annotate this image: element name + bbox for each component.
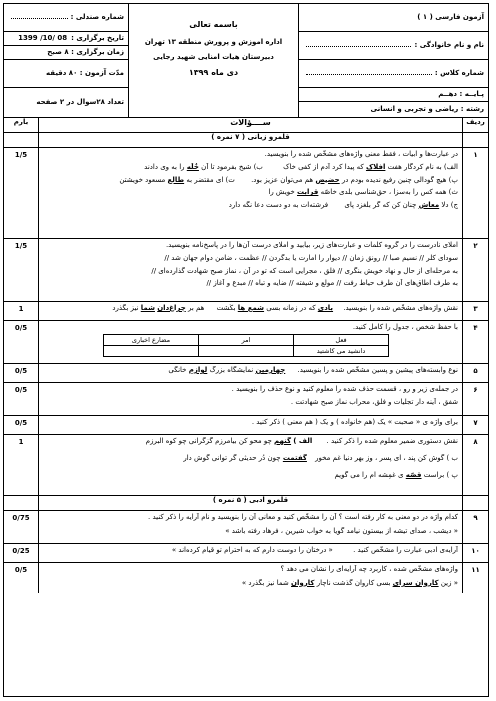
header-center-column (128, 4, 298, 117)
exam-sheet (3, 3, 489, 697)
question-number: ۱۱ (462, 563, 488, 593)
question-text: با حفظ شخص ، جدول را کامل کنید. (352, 323, 458, 331)
question-line: « دیشب ، صدای تیشه از بیستون نیامد گویا به خواب شیرین ، فرهاد رفته باشد » (225, 526, 458, 535)
school-name: دبیرستان هیات امنایی شهید رجایی (153, 52, 274, 61)
question-body (38, 148, 462, 238)
question-11 (4, 563, 488, 593)
question-line: ب ) گوش کن پند ، ای پسر ، وز بهر دنیا غم مخور گفتمت چون دُر حدیثی گر توانی گوش دار (183, 453, 458, 462)
verb-table-answer-cell[interactable] (104, 345, 199, 356)
score-header: بارم (13, 118, 29, 126)
question-text: نقش دستوری ضمیر معلوم شده را ذکر کنید . الف ) گنهم چو محو کن بیامرزم گزگرانی چو کوه البرزم (145, 437, 458, 445)
question-line: به مرحله‌ای از حال و نهاد خویش بنگری // فلق ، مجرایی است که تو در آن ، نماز صبح شهادت گذارده‌ای // (151, 266, 458, 275)
verb-table-answer-cell[interactable] (199, 345, 294, 356)
exam-title: آزمون فارسی ( ۱ ) (417, 13, 484, 22)
duration-label: مدّت آزمون : ۸۰ دقیقه (46, 69, 124, 78)
name-field[interactable] (306, 38, 411, 47)
question-number: ۵ (462, 364, 488, 382)
question-line: « زین کاروان سرای بسی کاروان گذشت ناچار کاروان شما نیز بگذرد » (241, 578, 458, 587)
question-score: 0/5 (14, 419, 28, 427)
seat-row (4, 4, 128, 32)
question-5 (4, 364, 488, 383)
time-row (4, 46, 128, 60)
question-text: املای نادرست را در گروه کلمات و عبارت‌های زیر، بیابید و املای درست آن‌ها را در پاسخ‌نامه بنویسید. (165, 241, 458, 249)
section-language (4, 133, 488, 148)
verb-table-header: فعل (294, 334, 389, 345)
question-6 (4, 383, 488, 416)
question-line: شفق ، آینه دار تجلیات و فلق، محراب نماز صبح شهادتت . (290, 397, 458, 406)
question-score: 1 (18, 438, 24, 446)
education-office: اداره آموزش و پرورش منطقه ۱۳ تهران (144, 38, 283, 46)
question-body (38, 416, 462, 434)
question-line: سودای کلر // نسیم صبا // رونق زمان // دیوار را امارت یا بدگردن // عظمت ، ضامن دوام جهان شد // (164, 253, 458, 262)
question-body (38, 383, 462, 415)
question-text: آرایه‌ی ادبی عبارت را مشخّص کنید . « درختان را دوست دارم که به احترام تو قیام کرده‌اند » (171, 546, 458, 554)
name-label: نام و نام خانوادگی : (414, 41, 484, 50)
question-number: ۳ (462, 302, 488, 320)
question-line: پ ) براست قصّه ی غمِشه ام را می گویم (334, 470, 458, 479)
duration-row (4, 60, 128, 88)
question-body (38, 511, 462, 543)
seat-label: شماره صندلی : (70, 13, 124, 22)
verb-table-header: مضارع اخباری (104, 334, 199, 345)
row-number-header: ردیف (462, 118, 488, 132)
question-line: الف) به نام کردگار هفت افلاک که پیدا کرد آدم از کفی خاک ب) شیخ بفرمود تا آن خُلّه را به وی دادند (144, 162, 458, 171)
question-line: ث) همه کس را به‌سزا ، حق‌شناسی بلدی خاصّه قرابت خویش را (268, 188, 458, 197)
date-row (4, 32, 128, 46)
question-number: ۷ (462, 416, 488, 434)
question-8 (4, 435, 488, 496)
question-score: 0/5 (14, 324, 28, 332)
question-body (38, 435, 462, 495)
verb-table-cell: دانشید می کاشتید (294, 345, 389, 356)
field-row (299, 102, 488, 116)
question-body (38, 364, 462, 382)
question-body (38, 544, 462, 562)
question-text: در جمله‌ی زیر و رو ، قسمت حذف شده را معلوم کنید و نوع حذف را بنویسید . (231, 385, 458, 393)
questions-header: ســــؤالات (38, 118, 462, 132)
class-field[interactable] (306, 66, 432, 75)
question-body (38, 302, 462, 320)
question-text: نقش واژه‌های مشخّص شده را بنویسید. بادی که در زمانه بسی شمع ها بکُشت هم بر چراغ‌دان شما نیز بگذرد (112, 304, 458, 312)
question-7 (4, 416, 488, 435)
question-number: ۶ (462, 383, 488, 415)
question-number: ۸ (462, 435, 488, 495)
section-title: قلمرو زبانی ( ۷ نمره ) (38, 133, 462, 147)
question-count-label: تعداد ۲۸سوال در ۲ صفحه (36, 97, 124, 106)
question-body (38, 239, 462, 301)
question-line: ج) دلا معاش چنان کن که گر بلغزد پای فرشته‌ات به دو دست دعا نگه دارد (228, 201, 458, 209)
question-text: واژه‌های مشخّص شده ، کاربرد چه آرایه‌ای را نشان می دهد ؟ (280, 565, 458, 573)
grade-row (299, 88, 488, 102)
question-text: در عبارت‌ها و ابیات ، فقط معنی واژه‌های مشخّص شده را بنویسید. (264, 150, 458, 158)
seat-field[interactable] (11, 10, 68, 19)
question-body (38, 563, 462, 593)
date-label: تاریخ برگزاری : (71, 34, 124, 43)
header-right-column (298, 4, 488, 117)
header-left-column (4, 4, 128, 117)
class-row (299, 60, 488, 88)
question-score: 1/5 (14, 242, 28, 250)
question-score: 0/5 (14, 367, 28, 375)
questions-table-header (4, 118, 488, 133)
question-text: برای واژه ی « صحبت » یک (هم خانواده ) و یک ( هم معنی ) ذکر کنید . (251, 418, 458, 426)
verb-table-header: امر (199, 334, 294, 345)
question-number: ۱۰ (462, 544, 488, 562)
question-number: ۲ (462, 239, 488, 301)
class-label: شماره کلاس : (434, 69, 484, 78)
question-number: ۴ (462, 321, 488, 363)
question-score: 1/5 (14, 151, 28, 159)
question-score: 1 (18, 305, 24, 313)
question-9 (4, 511, 488, 544)
name-row (299, 32, 488, 60)
question-2 (4, 239, 488, 302)
section-title: قلمرو ادبی ( ۵ نمره ) (38, 496, 462, 510)
grade-label: پـایــه : دهــم (438, 90, 484, 99)
question-text: نوع وابسته‌های پیشین و پسین مشخّص شده را بنویسید. چهارمین نمایشگاه بزرگ لوازم خانگی (168, 366, 458, 374)
question-text: کدام واژه در دو معنی به کار رفته است ؟ آن را مشخّص کنید و معانی آن را بنویسید و نام آرایه را ذکر کنید . (148, 513, 458, 521)
question-line: به طرف اطاق‌های آن طرف حیاط رفت // مولع و شیفته // ضایه و تباه // مبدع و آغاز // (206, 279, 458, 288)
question-3 (4, 302, 488, 321)
exam-month: دی ماه ۱۳۹۹ (188, 67, 239, 77)
question-number: ۱ (462, 148, 488, 238)
exam-header (4, 4, 488, 118)
basmala-text: باسمه تعالی (189, 20, 238, 29)
count-row (4, 88, 128, 116)
question-score: 0/5 (14, 386, 28, 394)
verb-table (103, 334, 389, 357)
question-body (38, 321, 462, 363)
exam-title-row (299, 4, 488, 32)
field-label: رشته : ریاضی و تجربی و انسانی (370, 104, 484, 113)
question-line: پ) هیچ گودالی چنین رفیع ندیده بودم در حضیض هم می‌توان عزیز بود. ت) ای مقتضر به طالع مسعود خویشتن (119, 175, 458, 184)
question-score: 0/75 (12, 514, 30, 522)
time-label: زمان برگزاری : ۸ صبح (47, 48, 124, 57)
question-number: ۹ (462, 511, 488, 543)
question-10 (4, 544, 488, 563)
question-score: 0/5 (14, 566, 28, 574)
question-score: 0/25 (12, 547, 30, 555)
question-4 (4, 321, 488, 364)
question-1 (4, 148, 488, 239)
date-value: 1399 /10/ 08 (18, 34, 68, 43)
section-literary (4, 496, 488, 511)
